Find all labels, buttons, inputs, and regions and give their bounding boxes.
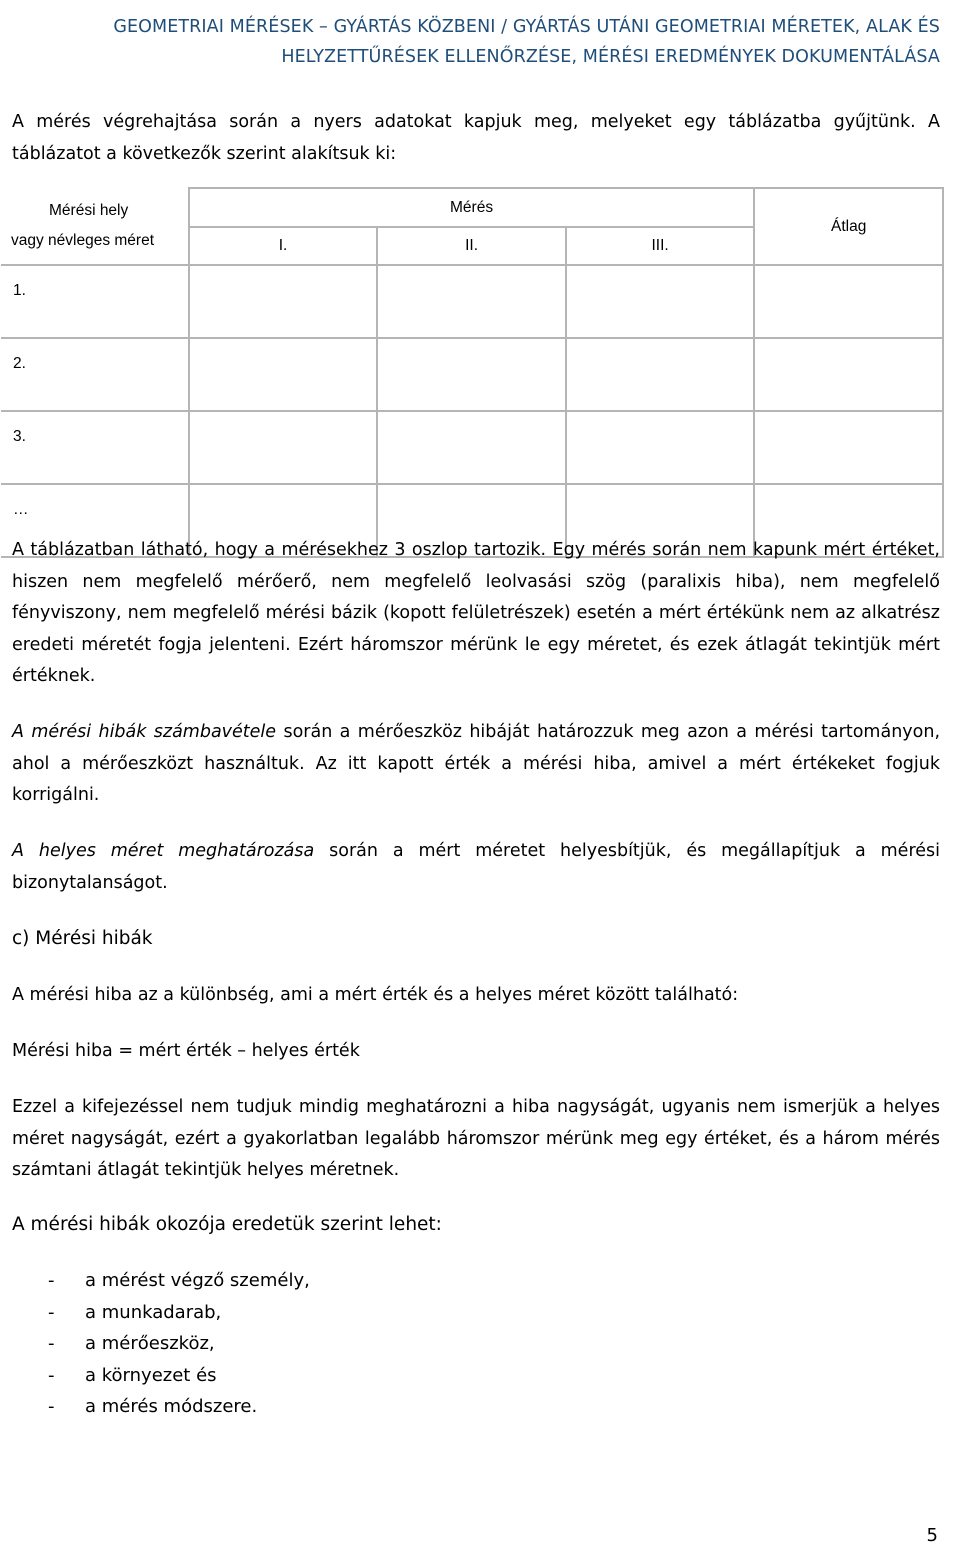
- table-row: [1, 338, 943, 411]
- table-cell: [754, 338, 943, 411]
- list-item-text: a mérőeszköz,: [85, 1333, 215, 1354]
- table-subheader-2: II.: [377, 227, 566, 265]
- list-item: [12, 1328, 310, 1360]
- measurement-table: [1, 187, 944, 558]
- table-cell: [377, 411, 566, 484]
- table-header-average: Átlag: [754, 188, 943, 265]
- paragraph-correct-size: [12, 836, 940, 899]
- formula: Mérési hiba = mért érték – helyes érték: [12, 1041, 360, 1061]
- list-item: [12, 1360, 310, 1392]
- list-dash: -: [48, 1270, 55, 1291]
- table-cell: [754, 265, 943, 338]
- header-line-2: HELYZETTŰRÉSEK ELLENŐRZÉSE, MÉRÉSI EREDMÉNYEK DOKUMENTÁLÁSA: [281, 47, 940, 67]
- paragraph-correct-size-text: során a mért méretet helyesbítjük, és megállapítjuk a mérési bizonytalanságot.: [12, 841, 941, 893]
- list-dash: -: [48, 1364, 55, 1386]
- intro-paragraph: A mérés végrehajtása során a nyers adatokat kapjuk meg, melyeket egy táblázatba gyűjtünk. A táblázatot a következők szerint alakítsuk ki:: [12, 112, 940, 164]
- list-item: [12, 1265, 310, 1297]
- section-heading-errors: c) Mérési hibák: [12, 928, 153, 949]
- table-cell: [377, 265, 566, 338]
- section-heading-causes: A mérési hibák okozója eredetük szerint lehet:: [12, 1214, 442, 1235]
- table-cell: [189, 411, 378, 484]
- table-cell: [377, 338, 566, 411]
- page-header: [0, 12, 960, 72]
- table-cell: [566, 265, 755, 338]
- table-cell: [566, 338, 755, 411]
- paragraph-error-accounting: [12, 717, 940, 812]
- table-cell: [566, 411, 755, 484]
- header-location-line1: Mérési hely: [49, 202, 129, 219]
- table-header-measurement: Mérés: [189, 188, 755, 227]
- table-header-location: [1, 188, 189, 265]
- list-item-text: a mérést végző személy,: [85, 1270, 310, 1291]
- list-dash: -: [48, 1301, 55, 1323]
- list-item: [12, 1297, 310, 1329]
- list-dash: -: [48, 1333, 55, 1354]
- row-label: 3.: [1, 411, 189, 484]
- paragraph-expression: Ezzel a kifejezéssel nem tudjuk mindig meghatározni a hiba nagyságát, ugyanis nem ismerjük a helyes méret nagyságát, ezért a gyakorlatban legalább háromszor mérünk meg egy értéket, és a három mérés számtani átlagát tekintjük helyes méretnek.: [12, 1097, 940, 1180]
- table-cell: [189, 265, 378, 338]
- paragraph-error-accounting-term: A mérési hibák számbavétele: [12, 722, 277, 742]
- cause-list: [12, 1265, 310, 1423]
- table-subheader-1: I.: [189, 227, 378, 265]
- row-label: 2.: [1, 338, 189, 411]
- paragraph-correct-size-term: A helyes méret meghatározása: [12, 841, 315, 861]
- table-cell: [189, 338, 378, 411]
- table-row: [1, 411, 943, 484]
- paragraph-columns: A táblázatban látható, hogy a mérésekhez 3 oszlop tartozik. Egy mérés során nem kapunk mért értéket, hiszen nem megfelelő mérőerő, nem megfelelő leolvasási szög (paralixis hiba), nem megfelelő fényviszony, nem megfelelő mérési bázik (kopott felületrészek) esetén a mért értékünk nem az alkatrész eredeti méretét fogja jelenteni. Ezért háromszor mérünk le egy méretet, és ezek átlagát tekintjük mért értéknek.: [12, 540, 940, 686]
- list-item-text: a munkadarab,: [85, 1301, 222, 1323]
- table-cell: [754, 411, 943, 484]
- table-subheader-3: III.: [566, 227, 755, 265]
- list-item-text: a környezet és: [85, 1364, 217, 1386]
- header-location-line2: vagy névleges méret: [11, 232, 155, 249]
- row-label: 1.: [1, 265, 189, 338]
- list-item-text: a mérés módszere.: [85, 1396, 258, 1417]
- list-item: [12, 1391, 310, 1423]
- paragraph-error-definition: A mérési hiba az a különbség, ami a mért érték és a helyes méret között található:: [12, 985, 739, 1005]
- row-label: …: [1, 484, 189, 557]
- paragraph-error-accounting-text: során a mérőeszköz hibáját határozzuk meg azon a mérési tartományon, ahol a mérőeszközt használtuk. Az itt kapott érték a mérési hiba, amivel a mért értékeket fogjuk korrigálni.: [12, 722, 941, 805]
- page-number: 5: [926, 1525, 938, 1546]
- table-row: [1, 265, 943, 338]
- list-dash: -: [48, 1396, 55, 1417]
- header-line-1: GEOMETRIAI MÉRÉSEK – GYÁRTÁS KÖZBENI / GYÁRTÁS UTÁNI GEOMETRIAI MÉRETEK, ALAK ÉS: [113, 17, 940, 37]
